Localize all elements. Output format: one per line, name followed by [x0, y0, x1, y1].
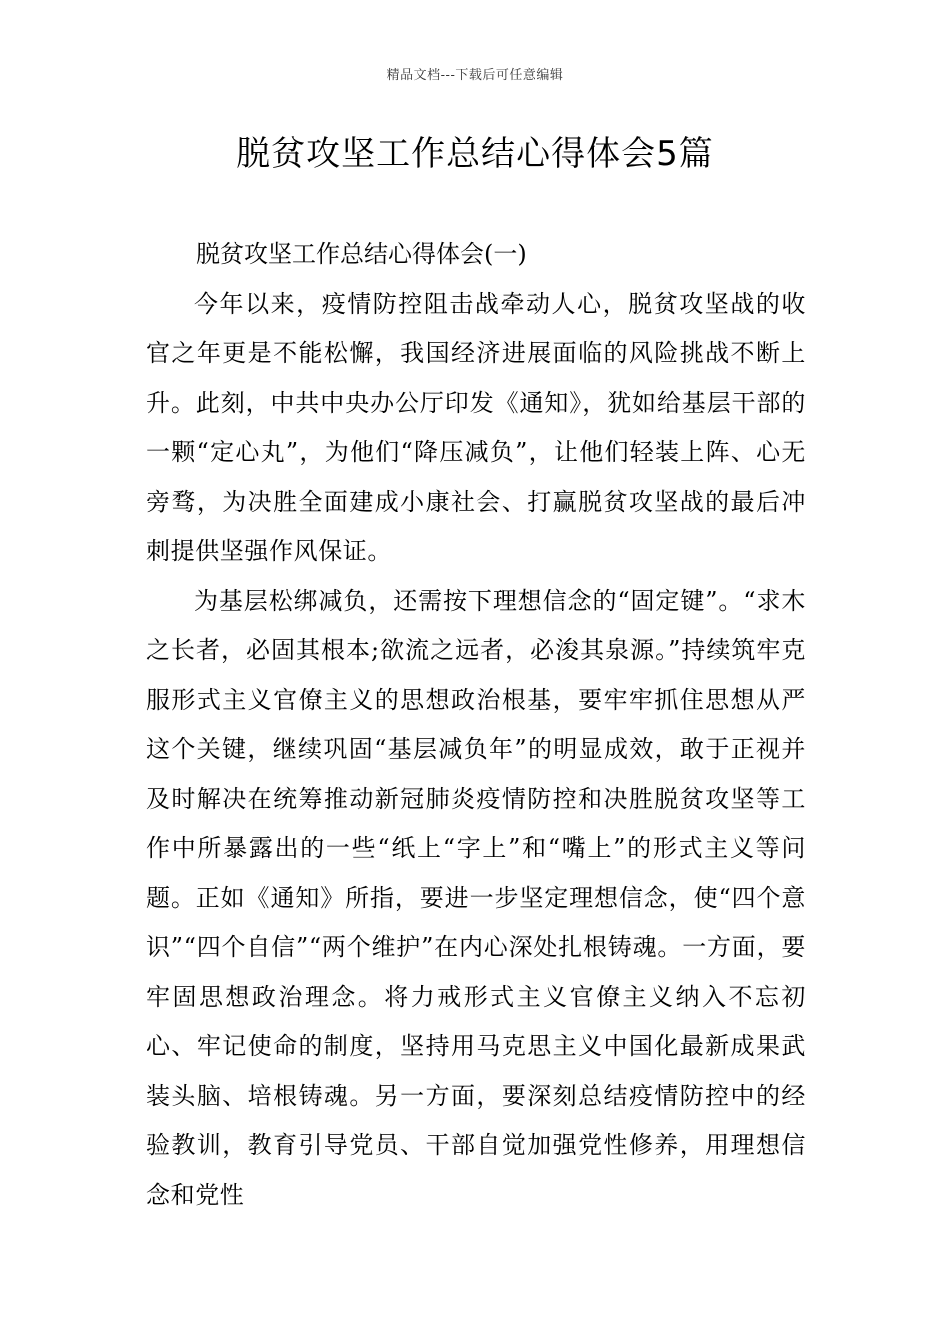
- document-body: [146, 230, 806, 1220]
- header-note: 精品文档---下载后可任意编辑: [386, 68, 564, 83]
- document-title: 脱贫攻坚工作总结心得体会5篇: [236, 134, 714, 174]
- paragraph-1: 今年以来，疫情防控阻击战牵动人心，脱贫攻坚战的收官之年更是不能松懈，我国经济进展面临的风险挑战不断上升。此刻，中共中央办公厅印发《通知》，犹如给基层干部的一颗“定心丸”，为他们“降压减负”，让他们轻装上阵、心无旁骛，为决胜全面建成小康社会、打赢脱贫攻坚战的最后冲刺提供坚强作风保证。: [146, 289, 806, 565]
- section-heading: 脱贫攻坚工作总结心得体会(一): [196, 240, 527, 268]
- paragraph-2: 为基层松绑减负，还需按下理想信念的“固定键”。“求木之长者，必固其根本;欲流之远者，必浚其泉源。”持续筑牢克服形式主义官僚主义的思想政治根基，要牢牢抓住思想从严这个关键，继续巩固“基层减负年”的明显成效，敢于正视并及时解决在统筹推动新冠肺炎疫情防控和决胜脱贫攻坚等工作中所暴露出的一些“纸上“字上”和“嘴上”的形式主义等问题。正如《通知》所指，要进一步坚定理想信念，使“四个意识”“四个自信”“两个维护”在内心深处扎根铸魂。一方面，要牢固思想政治理念。将力戒形式主义官僚主义纳入不忘初心、牢记使命的制度，坚持用马克思主义中国化最新成果武装头脑、培根铸魂。另一方面，要深刻总结疫情防控中的经验教训，教育引导党员、干部自觉加强党性修养，用理想信念和党性: [146, 586, 806, 1209]
